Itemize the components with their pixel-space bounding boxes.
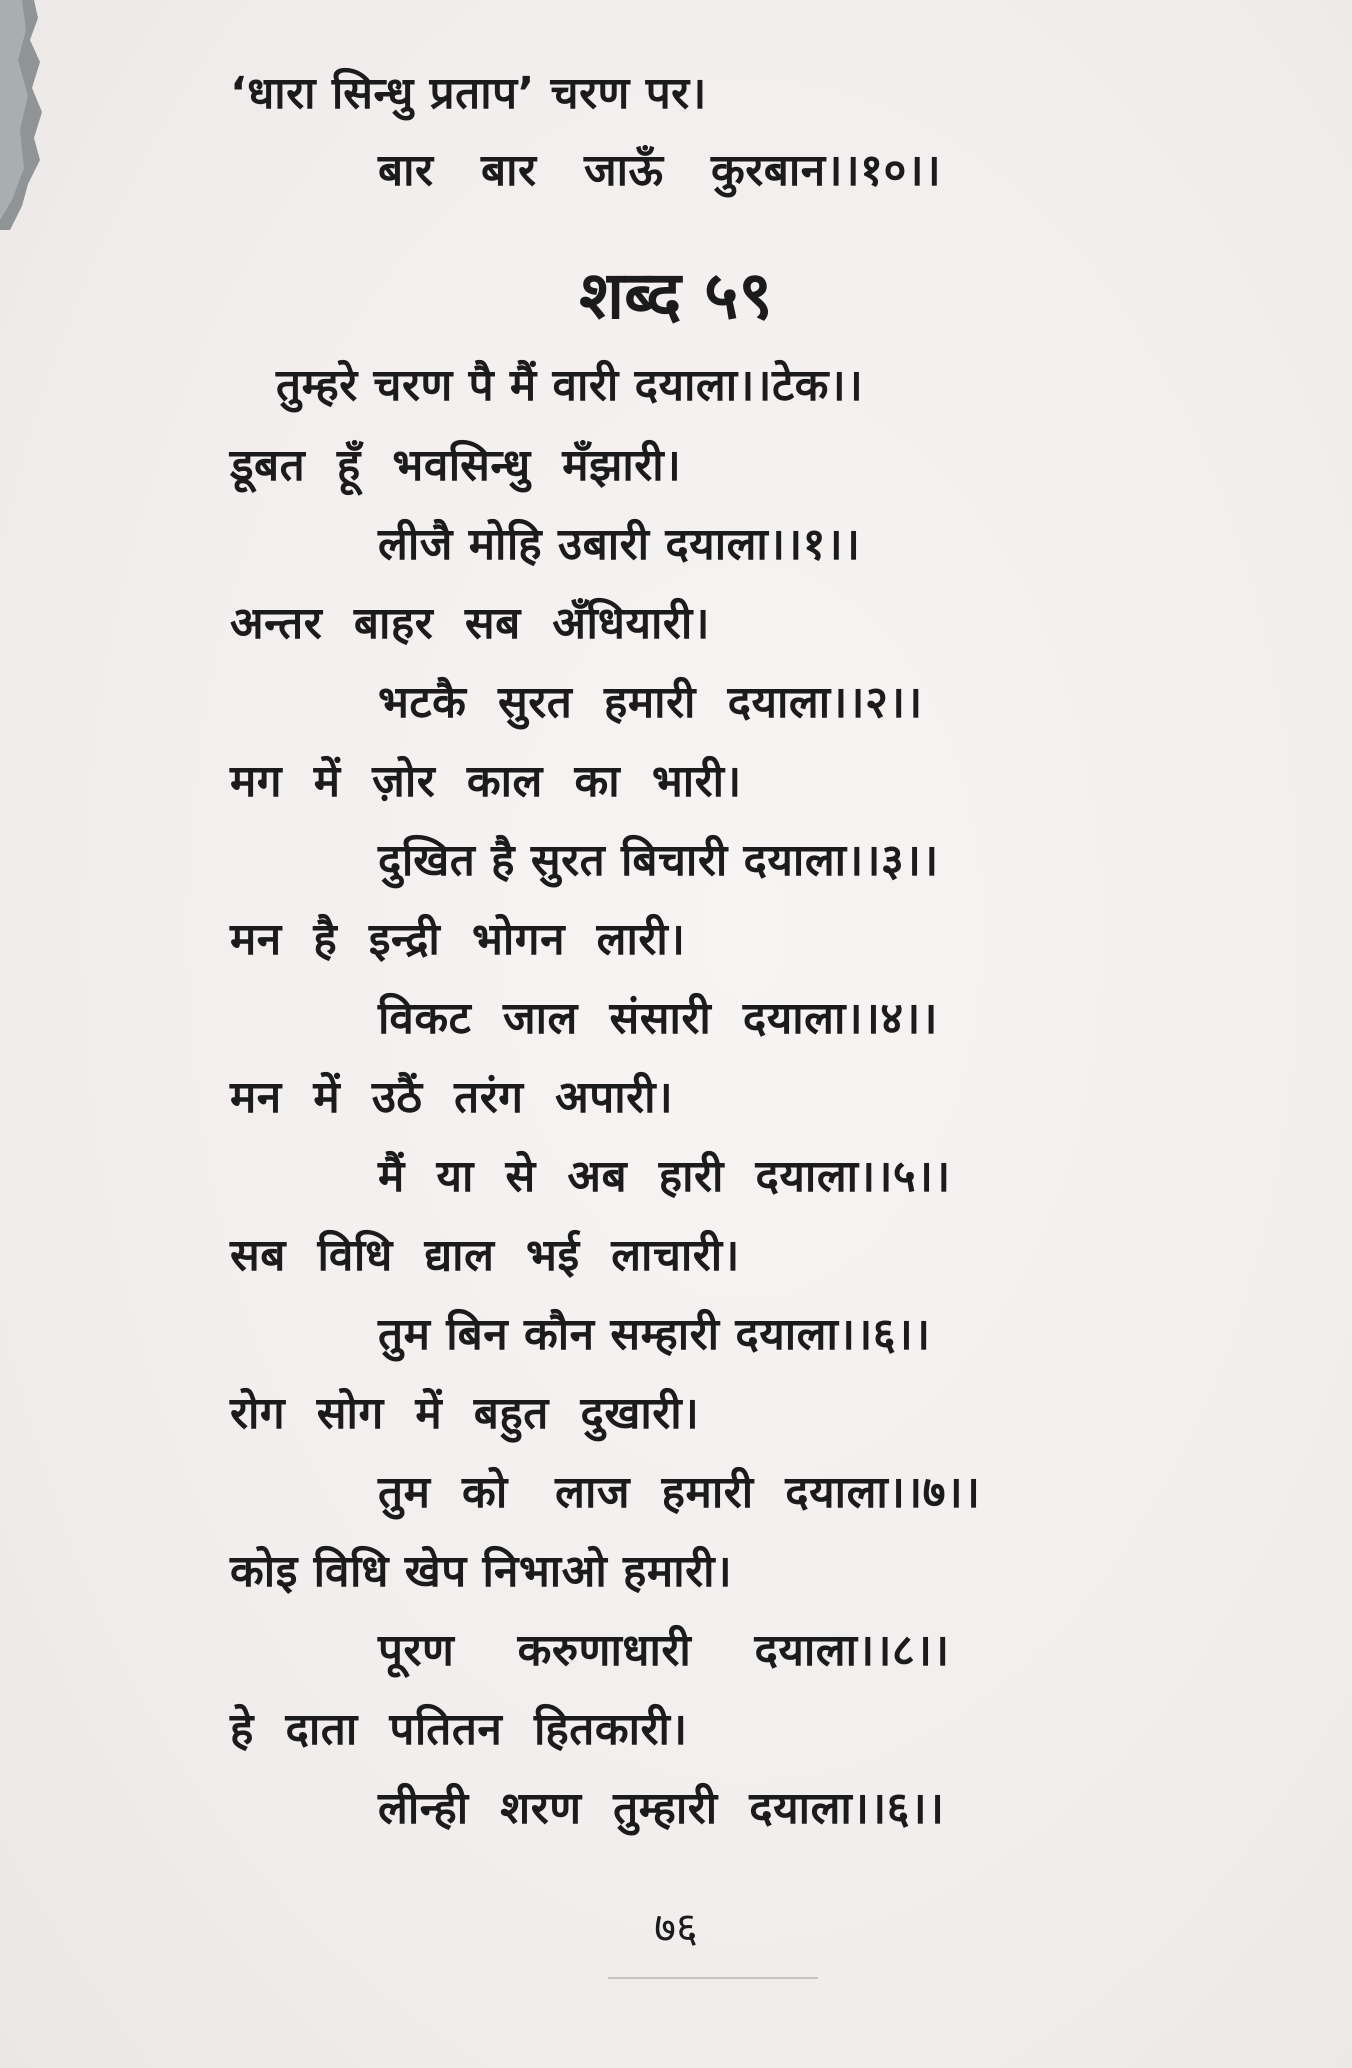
stanza-8-line-1: कोइ विधि खेप निभाओ हमारी। [230,1546,733,1597]
stanza-2-line-1: अन्तर बाहर सब अँधियारी। [230,598,710,649]
stanza-4-line-1: मन है इन्द्री भोगन लारी। [230,914,686,965]
torn-page-edge [0,0,46,230]
stanza-4-line-2: विकट जाल संसारी दयाला।।४।। [378,993,938,1044]
page-number: ७६ [654,1903,698,1952]
stanza-9-line-1: हे दाता पतितन हितकारी। [230,1704,688,1755]
verse-line-top-1: ‘धारा सिन्धु प्रताप’ चरण पर। [230,68,707,119]
stanza-7-line-2: तुम को लाज हमारी दयाला।।७।। [378,1467,981,1518]
stanza-6-line-2: तुम बिन कौन सम्हारी दयाला।।६।। [378,1309,931,1360]
stanza-3-line-1: मग में ज़ोर काल का भारी। [230,756,742,807]
stanza-8-line-2: पूरण करुणाधारी दयाला।।८।। [378,1625,950,1676]
stanza-1-line-1: डूबत हूँ भवसिन्धु मँझारी। [230,440,682,491]
stanza-9-line-2: लीन्ही शरण तुम्हारी दयाला।।६।। [378,1783,945,1834]
stanza-6-line-1: सब विधि द्याल भई लाचारी। [230,1230,740,1281]
stanza-1-line-2: लीजै मोहि उबारी दयाला।।१।। [378,519,861,570]
stanza-5-line-1: मन में उठैं तरंग अपारी। [230,1072,674,1123]
tek-line: तुम्हरे चरण पै मैं वारी दयाला।।टेक।। [276,360,864,411]
stanza-2-line-2: भटकै सुरत हमारी दयाला।।२।। [378,677,923,728]
shabd-heading: शब्द ५९ [579,257,773,334]
stanza-3-line-2: दुखित है सुरत बिचारी दयाला।।३।। [378,835,939,886]
verse-line-top-2: बार बार जाऊँ कुरबान।।१०।। [378,145,942,196]
page-number-rule [608,1977,818,1979]
stanza-5-line-2: मैं या से अब हारी दयाला।।५।। [378,1151,951,1202]
stanza-7-line-1: रोग सोग में बहुत दुखारी। [230,1388,700,1439]
